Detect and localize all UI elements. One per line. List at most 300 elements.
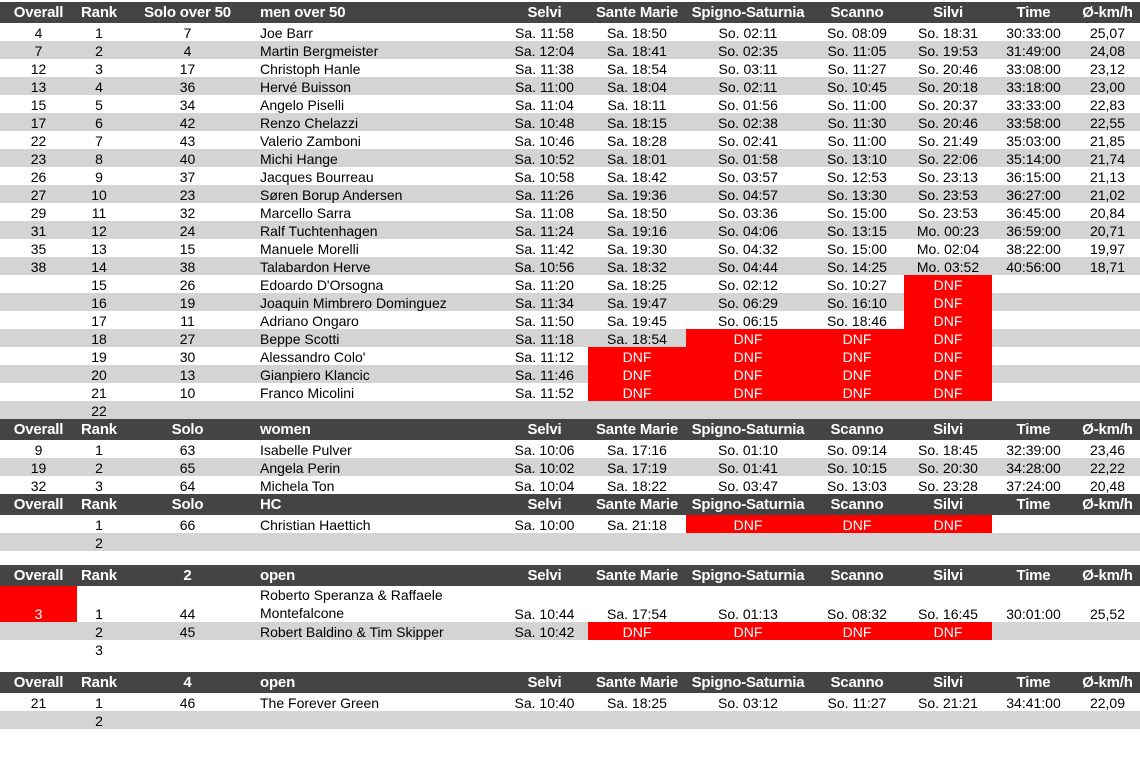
cell-scanno: So. 11:30 bbox=[810, 113, 904, 131]
cell-silvi: DNF bbox=[904, 347, 992, 365]
table-row bbox=[0, 586, 1140, 622]
cell-overall bbox=[0, 311, 77, 329]
table-row bbox=[0, 383, 1140, 401]
cell-scanno: So. 15:00 bbox=[810, 239, 904, 257]
cell-bib: 17 bbox=[121, 59, 254, 77]
cell-silvi bbox=[904, 401, 992, 419]
cell-name bbox=[254, 533, 501, 551]
cell-name: Valerio Zamboni bbox=[254, 131, 501, 149]
cell-scanno: So. 12:53 bbox=[810, 167, 904, 185]
cell-sante: Sa. 18:42 bbox=[588, 167, 686, 185]
cell-overall: 31 bbox=[0, 221, 77, 239]
cell-spigno: So. 02:41 bbox=[686, 131, 810, 149]
cell-sante: Sa. 18:54 bbox=[588, 329, 686, 347]
cell-rank: 18 bbox=[77, 329, 121, 347]
header-sante: Sante Marie bbox=[588, 494, 686, 515]
cell-silvi: So. 18:45 bbox=[904, 440, 992, 458]
header-rank: Rank bbox=[77, 565, 121, 586]
cell-scanno: DNF bbox=[810, 329, 904, 347]
header-cat: 4 bbox=[121, 672, 254, 693]
cell-rank: 9 bbox=[77, 167, 121, 185]
cell-name: Franco Micolini bbox=[254, 383, 501, 401]
cell-time: 33:08:00 bbox=[992, 59, 1075, 77]
header-kmh: Ø-km/h bbox=[1075, 494, 1140, 515]
cell-time bbox=[992, 329, 1075, 347]
cell-bib: 11 bbox=[121, 311, 254, 329]
header-spigno: Spigno-Saturnia bbox=[686, 565, 810, 586]
cell-time: 30:33:00 bbox=[992, 23, 1075, 41]
table-row bbox=[0, 640, 1140, 658]
cell-selvi: Sa. 10:46 bbox=[501, 131, 588, 149]
cell-rank: 16 bbox=[77, 293, 121, 311]
cell-sante: Sa. 17:16 bbox=[588, 440, 686, 458]
cell-sante bbox=[588, 401, 686, 419]
cell-name: Søren Borup Andersen bbox=[254, 185, 501, 203]
cell-rank: 21 bbox=[77, 383, 121, 401]
cell-time: 35:14:00 bbox=[992, 149, 1075, 167]
cell-rank: 7 bbox=[77, 131, 121, 149]
table-row bbox=[0, 149, 1140, 167]
table-row bbox=[0, 476, 1140, 494]
header-kmh: Ø-km/h bbox=[1075, 672, 1140, 693]
cell-overall bbox=[0, 275, 77, 293]
cell-kmh: 21,13 bbox=[1075, 167, 1140, 185]
cell-spigno: So. 03:47 bbox=[686, 476, 810, 494]
cell-name: Alessandro Colo' bbox=[254, 347, 501, 365]
cell-overall bbox=[0, 365, 77, 383]
cell-name: Adriano Ongaro bbox=[254, 311, 501, 329]
table-row bbox=[0, 77, 1140, 95]
cell-sante: Sa. 19:36 bbox=[588, 185, 686, 203]
header-kmh: Ø-km/h bbox=[1075, 2, 1140, 23]
cell-time: 37:24:00 bbox=[992, 476, 1075, 494]
cell-time: 36:59:00 bbox=[992, 221, 1075, 239]
cell-sante bbox=[588, 711, 686, 729]
cell-scanno bbox=[810, 401, 904, 419]
cell-rank: 17 bbox=[77, 311, 121, 329]
cell-rank: 5 bbox=[77, 95, 121, 113]
cell-scanno: So. 11:05 bbox=[810, 41, 904, 59]
table-row bbox=[0, 622, 1140, 640]
table-row bbox=[0, 95, 1140, 113]
cell-name: Christoph Hanle bbox=[254, 59, 501, 77]
cell-kmh: 22,09 bbox=[1075, 693, 1140, 711]
cell-silvi bbox=[904, 533, 992, 551]
cell-kmh bbox=[1075, 383, 1140, 401]
cell-time: 36:45:00 bbox=[992, 203, 1075, 221]
header-scanno: Scanno bbox=[810, 2, 904, 23]
cell-kmh: 19,97 bbox=[1075, 239, 1140, 257]
header-time: Time bbox=[992, 565, 1075, 586]
cell-silvi: DNF bbox=[904, 311, 992, 329]
cell-bib: 64 bbox=[121, 476, 254, 494]
table-row bbox=[0, 239, 1140, 257]
cell-spigno: So. 04:57 bbox=[686, 185, 810, 203]
cell-sante: Sa. 18:50 bbox=[588, 203, 686, 221]
cell-overall bbox=[0, 622, 77, 640]
cell-rank: 15 bbox=[77, 275, 121, 293]
cell-silvi: So. 20:46 bbox=[904, 59, 992, 77]
cell-sante: Sa. 19:16 bbox=[588, 221, 686, 239]
cell-bib bbox=[121, 533, 254, 551]
cell-kmh bbox=[1075, 640, 1140, 658]
cell-silvi: So. 23:53 bbox=[904, 185, 992, 203]
cell-name: The Forever Green bbox=[254, 693, 501, 711]
cell-silvi: DNF bbox=[904, 293, 992, 311]
cell-overall: 38 bbox=[0, 257, 77, 275]
cell-scanno: So. 11:00 bbox=[810, 95, 904, 113]
table-row bbox=[0, 365, 1140, 383]
cell-bib: 42 bbox=[121, 113, 254, 131]
cell-selvi: Sa. 10:44 bbox=[501, 586, 588, 622]
cell-name: Joaquin Mimbrero Dominguez bbox=[254, 293, 501, 311]
cell-spigno: DNF bbox=[686, 365, 810, 383]
header-cat: Solo bbox=[121, 419, 254, 440]
cell-spigno: So. 01:41 bbox=[686, 458, 810, 476]
table-row bbox=[0, 293, 1140, 311]
cell-name: Michi Hange bbox=[254, 149, 501, 167]
cell-sante: Sa. 18:22 bbox=[588, 476, 686, 494]
cell-bib: 63 bbox=[121, 440, 254, 458]
cell-spigno: So. 01:58 bbox=[686, 149, 810, 167]
cell-time: 38:22:00 bbox=[992, 239, 1075, 257]
cell-selvi: Sa. 10:00 bbox=[501, 515, 588, 533]
cell-silvi bbox=[904, 640, 992, 658]
cell-kmh bbox=[1075, 311, 1140, 329]
header-sante: Sante Marie bbox=[588, 565, 686, 586]
cell-time: 31:49:00 bbox=[992, 41, 1075, 59]
table-row bbox=[0, 440, 1140, 458]
cell-bib: 66 bbox=[121, 515, 254, 533]
cell-overall bbox=[0, 640, 77, 658]
cell-spigno: So. 04:06 bbox=[686, 221, 810, 239]
cell-bib: 44 bbox=[121, 586, 254, 622]
header-scanno: Scanno bbox=[810, 494, 904, 515]
cell-sante: Sa. 21:18 bbox=[588, 515, 686, 533]
cell-overall: 26 bbox=[0, 167, 77, 185]
table-row bbox=[0, 275, 1140, 293]
cell-name: Roberto Speranza & Raffaele Montefalcone bbox=[254, 586, 501, 622]
cell-selvi bbox=[501, 711, 588, 729]
cell-rank: 3 bbox=[77, 59, 121, 77]
cell-kmh bbox=[1075, 329, 1140, 347]
header-spigno: Spigno-Saturnia bbox=[686, 419, 810, 440]
cell-bib: 36 bbox=[121, 77, 254, 95]
cell-scanno bbox=[810, 533, 904, 551]
cell-kmh bbox=[1075, 515, 1140, 533]
cell-silvi: DNF bbox=[904, 365, 992, 383]
header-time: Time bbox=[992, 419, 1075, 440]
cell-selvi bbox=[501, 401, 588, 419]
cell-rank: 8 bbox=[77, 149, 121, 167]
cell-rank: 3 bbox=[77, 640, 121, 658]
header-spigno: Spigno-Saturnia bbox=[686, 494, 810, 515]
header-rank: Rank bbox=[77, 672, 121, 693]
cell-time: 33:33:00 bbox=[992, 95, 1075, 113]
cell-overall: 17 bbox=[0, 113, 77, 131]
cell-overall: 21 bbox=[0, 693, 77, 711]
cell-selvi: Sa. 10:04 bbox=[501, 476, 588, 494]
cell-scanno bbox=[810, 711, 904, 729]
cell-scanno: DNF bbox=[810, 347, 904, 365]
cell-selvi: Sa. 11:20 bbox=[501, 275, 588, 293]
cell-time bbox=[992, 311, 1075, 329]
cell-selvi: Sa. 10:06 bbox=[501, 440, 588, 458]
cell-name: Marcello Sarra bbox=[254, 203, 501, 221]
cell-kmh: 23,00 bbox=[1075, 77, 1140, 95]
cell-spigno: DNF bbox=[686, 622, 810, 640]
cell-sante: Sa. 18:25 bbox=[588, 275, 686, 293]
table-row bbox=[0, 59, 1140, 77]
section-header-row bbox=[0, 565, 1140, 586]
cell-kmh bbox=[1075, 347, 1140, 365]
cell-rank: 13 bbox=[77, 239, 121, 257]
cell-scanno: So. 15:00 bbox=[810, 203, 904, 221]
cell-name bbox=[254, 401, 501, 419]
section-header-row bbox=[0, 419, 1140, 440]
header-cat: 2 bbox=[121, 565, 254, 586]
cell-sante: Sa. 19:47 bbox=[588, 293, 686, 311]
cell-overall: 35 bbox=[0, 239, 77, 257]
cell-spigno: DNF bbox=[686, 383, 810, 401]
cell-overall: 12 bbox=[0, 59, 77, 77]
cell-kmh bbox=[1075, 711, 1140, 729]
cell-rank: 1 bbox=[77, 586, 121, 622]
cell-bib: 38 bbox=[121, 257, 254, 275]
cell-sante: Sa. 18:28 bbox=[588, 131, 686, 149]
header-selvi: Selvi bbox=[501, 565, 588, 586]
cell-spigno: So. 03:12 bbox=[686, 693, 810, 711]
cell-kmh bbox=[1075, 533, 1140, 551]
cell-selvi bbox=[501, 533, 588, 551]
cell-overall bbox=[0, 533, 77, 551]
cell-silvi: DNF bbox=[904, 275, 992, 293]
cell-silvi: DNF bbox=[904, 515, 992, 533]
header-silvi: Silvi bbox=[904, 2, 992, 23]
cell-silvi: So. 23:53 bbox=[904, 203, 992, 221]
cell-scanno: So. 11:27 bbox=[810, 693, 904, 711]
cell-overall: 23 bbox=[0, 149, 77, 167]
cell-time: 32:39:00 bbox=[992, 440, 1075, 458]
cell-scanno: So. 10:15 bbox=[810, 458, 904, 476]
cell-spigno: So. 01:10 bbox=[686, 440, 810, 458]
cell-overall: 4 bbox=[0, 23, 77, 41]
spacer-cell bbox=[0, 551, 1140, 565]
cell-sante: Sa. 18:04 bbox=[588, 77, 686, 95]
cell-time: 30:01:00 bbox=[992, 586, 1075, 622]
cell-scanno: DNF bbox=[810, 383, 904, 401]
cell-spigno: So. 04:44 bbox=[686, 257, 810, 275]
header-cat: Solo bbox=[121, 494, 254, 515]
cell-kmh: 21,02 bbox=[1075, 185, 1140, 203]
cell-name: Joe Barr bbox=[254, 23, 501, 41]
cell-kmh bbox=[1075, 365, 1140, 383]
cell-overall: 19 bbox=[0, 458, 77, 476]
cell-selvi: Sa. 11:34 bbox=[501, 293, 588, 311]
cell-sante: Sa. 18:15 bbox=[588, 113, 686, 131]
cell-rank: 3 bbox=[77, 476, 121, 494]
header-kmh: Ø-km/h bbox=[1075, 565, 1140, 586]
cell-bib: 26 bbox=[121, 275, 254, 293]
header-selvi: Selvi bbox=[501, 672, 588, 693]
header-rank: Rank bbox=[77, 419, 121, 440]
header-rank: Rank bbox=[77, 2, 121, 23]
cell-bib: 10 bbox=[121, 383, 254, 401]
cell-time: 33:18:00 bbox=[992, 77, 1075, 95]
cell-time bbox=[992, 622, 1075, 640]
cell-name: Christian Haettich bbox=[254, 515, 501, 533]
header-scanno: Scanno bbox=[810, 565, 904, 586]
section-header-row bbox=[0, 2, 1140, 23]
cell-name: Renzo Chelazzi bbox=[254, 113, 501, 131]
cell-time: 34:41:00 bbox=[992, 693, 1075, 711]
cell-bib: 24 bbox=[121, 221, 254, 239]
cell-selvi: Sa. 11:38 bbox=[501, 59, 588, 77]
table-row bbox=[0, 347, 1140, 365]
cell-sante bbox=[588, 640, 686, 658]
cell-silvi: Mo. 02:04 bbox=[904, 239, 992, 257]
table-row bbox=[0, 131, 1140, 149]
cell-name bbox=[254, 711, 501, 729]
cell-selvi: Sa. 11:52 bbox=[501, 383, 588, 401]
cell-overall bbox=[0, 329, 77, 347]
section-header-row bbox=[0, 494, 1140, 515]
section-spacer bbox=[0, 551, 1140, 565]
cell-silvi: So. 16:45 bbox=[904, 586, 992, 622]
results-table bbox=[0, 2, 1140, 729]
section-spacer bbox=[0, 658, 1140, 672]
cell-bib: 23 bbox=[121, 185, 254, 203]
cell-sante: DNF bbox=[588, 347, 686, 365]
cell-kmh: 21,74 bbox=[1075, 149, 1140, 167]
cell-overall: 7 bbox=[0, 41, 77, 59]
cell-name: Angelo Piselli bbox=[254, 95, 501, 113]
cell-name: Jacques Bourreau bbox=[254, 167, 501, 185]
cell-rank: 4 bbox=[77, 77, 121, 95]
cell-selvi bbox=[501, 640, 588, 658]
cell-sante: Sa. 18:11 bbox=[588, 95, 686, 113]
cell-kmh bbox=[1075, 275, 1140, 293]
cell-rank: 11 bbox=[77, 203, 121, 221]
cell-overall: 27 bbox=[0, 185, 77, 203]
cell-bib: 19 bbox=[121, 293, 254, 311]
cell-silvi: So. 18:31 bbox=[904, 23, 992, 41]
table-row bbox=[0, 311, 1140, 329]
cell-name: Ralf Tuchtenhagen bbox=[254, 221, 501, 239]
cell-selvi: Sa. 11:50 bbox=[501, 311, 588, 329]
results-body bbox=[0, 2, 1140, 729]
header-selvi: Selvi bbox=[501, 419, 588, 440]
cell-rank: 1 bbox=[77, 515, 121, 533]
cell-rank: 1 bbox=[77, 693, 121, 711]
cell-selvi: Sa. 11:42 bbox=[501, 239, 588, 257]
header-time: Time bbox=[992, 494, 1075, 515]
header-overall: Overall bbox=[0, 419, 77, 440]
cell-silvi: Mo. 03:52 bbox=[904, 257, 992, 275]
cell-name: Gianpiero Klancic bbox=[254, 365, 501, 383]
cell-bib: 30 bbox=[121, 347, 254, 365]
cell-bib: 43 bbox=[121, 131, 254, 149]
cell-bib: 4 bbox=[121, 41, 254, 59]
cell-selvi: Sa. 10:48 bbox=[501, 113, 588, 131]
cell-scanno: So. 11:00 bbox=[810, 131, 904, 149]
table-row bbox=[0, 167, 1140, 185]
cell-silvi: So. 23:28 bbox=[904, 476, 992, 494]
cell-selvi: Sa. 11:26 bbox=[501, 185, 588, 203]
table-row bbox=[0, 185, 1140, 203]
cell-bib bbox=[121, 401, 254, 419]
cell-bib: 27 bbox=[121, 329, 254, 347]
cell-sante: Sa. 18:32 bbox=[588, 257, 686, 275]
cell-kmh: 23,46 bbox=[1075, 440, 1140, 458]
cell-time: 34:28:00 bbox=[992, 458, 1075, 476]
cell-sante: Sa. 17:19 bbox=[588, 458, 686, 476]
cell-silvi: So. 20:37 bbox=[904, 95, 992, 113]
table-row bbox=[0, 533, 1140, 551]
cell-rank: 14 bbox=[77, 257, 121, 275]
cell-overall bbox=[0, 383, 77, 401]
header-sante: Sante Marie bbox=[588, 2, 686, 23]
cell-overall: 13 bbox=[0, 77, 77, 95]
cell-bib: 37 bbox=[121, 167, 254, 185]
cell-name: Manuele Morelli bbox=[254, 239, 501, 257]
cell-rank: 1 bbox=[77, 23, 121, 41]
table-row bbox=[0, 515, 1140, 533]
cell-scanno: So. 18:46 bbox=[810, 311, 904, 329]
cell-overall: 29 bbox=[0, 203, 77, 221]
header-time: Time bbox=[992, 672, 1075, 693]
cell-name: Martin Bergmeister bbox=[254, 41, 501, 59]
table-row bbox=[0, 257, 1140, 275]
cell-kmh: 23,12 bbox=[1075, 59, 1140, 77]
cell-kmh bbox=[1075, 401, 1140, 419]
cell-selvi: Sa. 11:58 bbox=[501, 23, 588, 41]
cell-selvi: Sa. 11:46 bbox=[501, 365, 588, 383]
cell-spigno: So. 02:12 bbox=[686, 275, 810, 293]
cell-sante: Sa. 19:45 bbox=[588, 311, 686, 329]
cell-silvi: Mo. 00:23 bbox=[904, 221, 992, 239]
cell-name: Hervé Buisson bbox=[254, 77, 501, 95]
cell-name: Robert Baldino & Tim Skipper bbox=[254, 622, 501, 640]
cell-spigno: So. 01:56 bbox=[686, 95, 810, 113]
cell-bib bbox=[121, 711, 254, 729]
cell-spigno bbox=[686, 401, 810, 419]
header-cat: Solo over 50 bbox=[121, 2, 254, 23]
cell-silvi bbox=[904, 711, 992, 729]
cell-silvi: So. 20:30 bbox=[904, 458, 992, 476]
cell-sante: Sa. 17:54 bbox=[588, 586, 686, 622]
cell-bib: 65 bbox=[121, 458, 254, 476]
cell-selvi: Sa. 12:04 bbox=[501, 41, 588, 59]
cell-scanno: DNF bbox=[810, 622, 904, 640]
cell-time: 35:03:00 bbox=[992, 131, 1075, 149]
cell-silvi: So. 21:21 bbox=[904, 693, 992, 711]
cell-selvi: Sa. 11:24 bbox=[501, 221, 588, 239]
table-row bbox=[0, 711, 1140, 729]
cell-sante: DNF bbox=[588, 622, 686, 640]
cell-rank: 2 bbox=[77, 711, 121, 729]
table-row bbox=[0, 458, 1140, 476]
cell-kmh: 21,85 bbox=[1075, 131, 1140, 149]
cell-silvi: So. 20:18 bbox=[904, 77, 992, 95]
cell-scanno: So. 16:10 bbox=[810, 293, 904, 311]
cell-sante: Sa. 19:30 bbox=[588, 239, 686, 257]
header-scanno: Scanno bbox=[810, 672, 904, 693]
cell-bib: 40 bbox=[121, 149, 254, 167]
cell-spigno: DNF bbox=[686, 515, 810, 533]
cell-spigno: DNF bbox=[686, 347, 810, 365]
cell-kmh: 20,71 bbox=[1075, 221, 1140, 239]
